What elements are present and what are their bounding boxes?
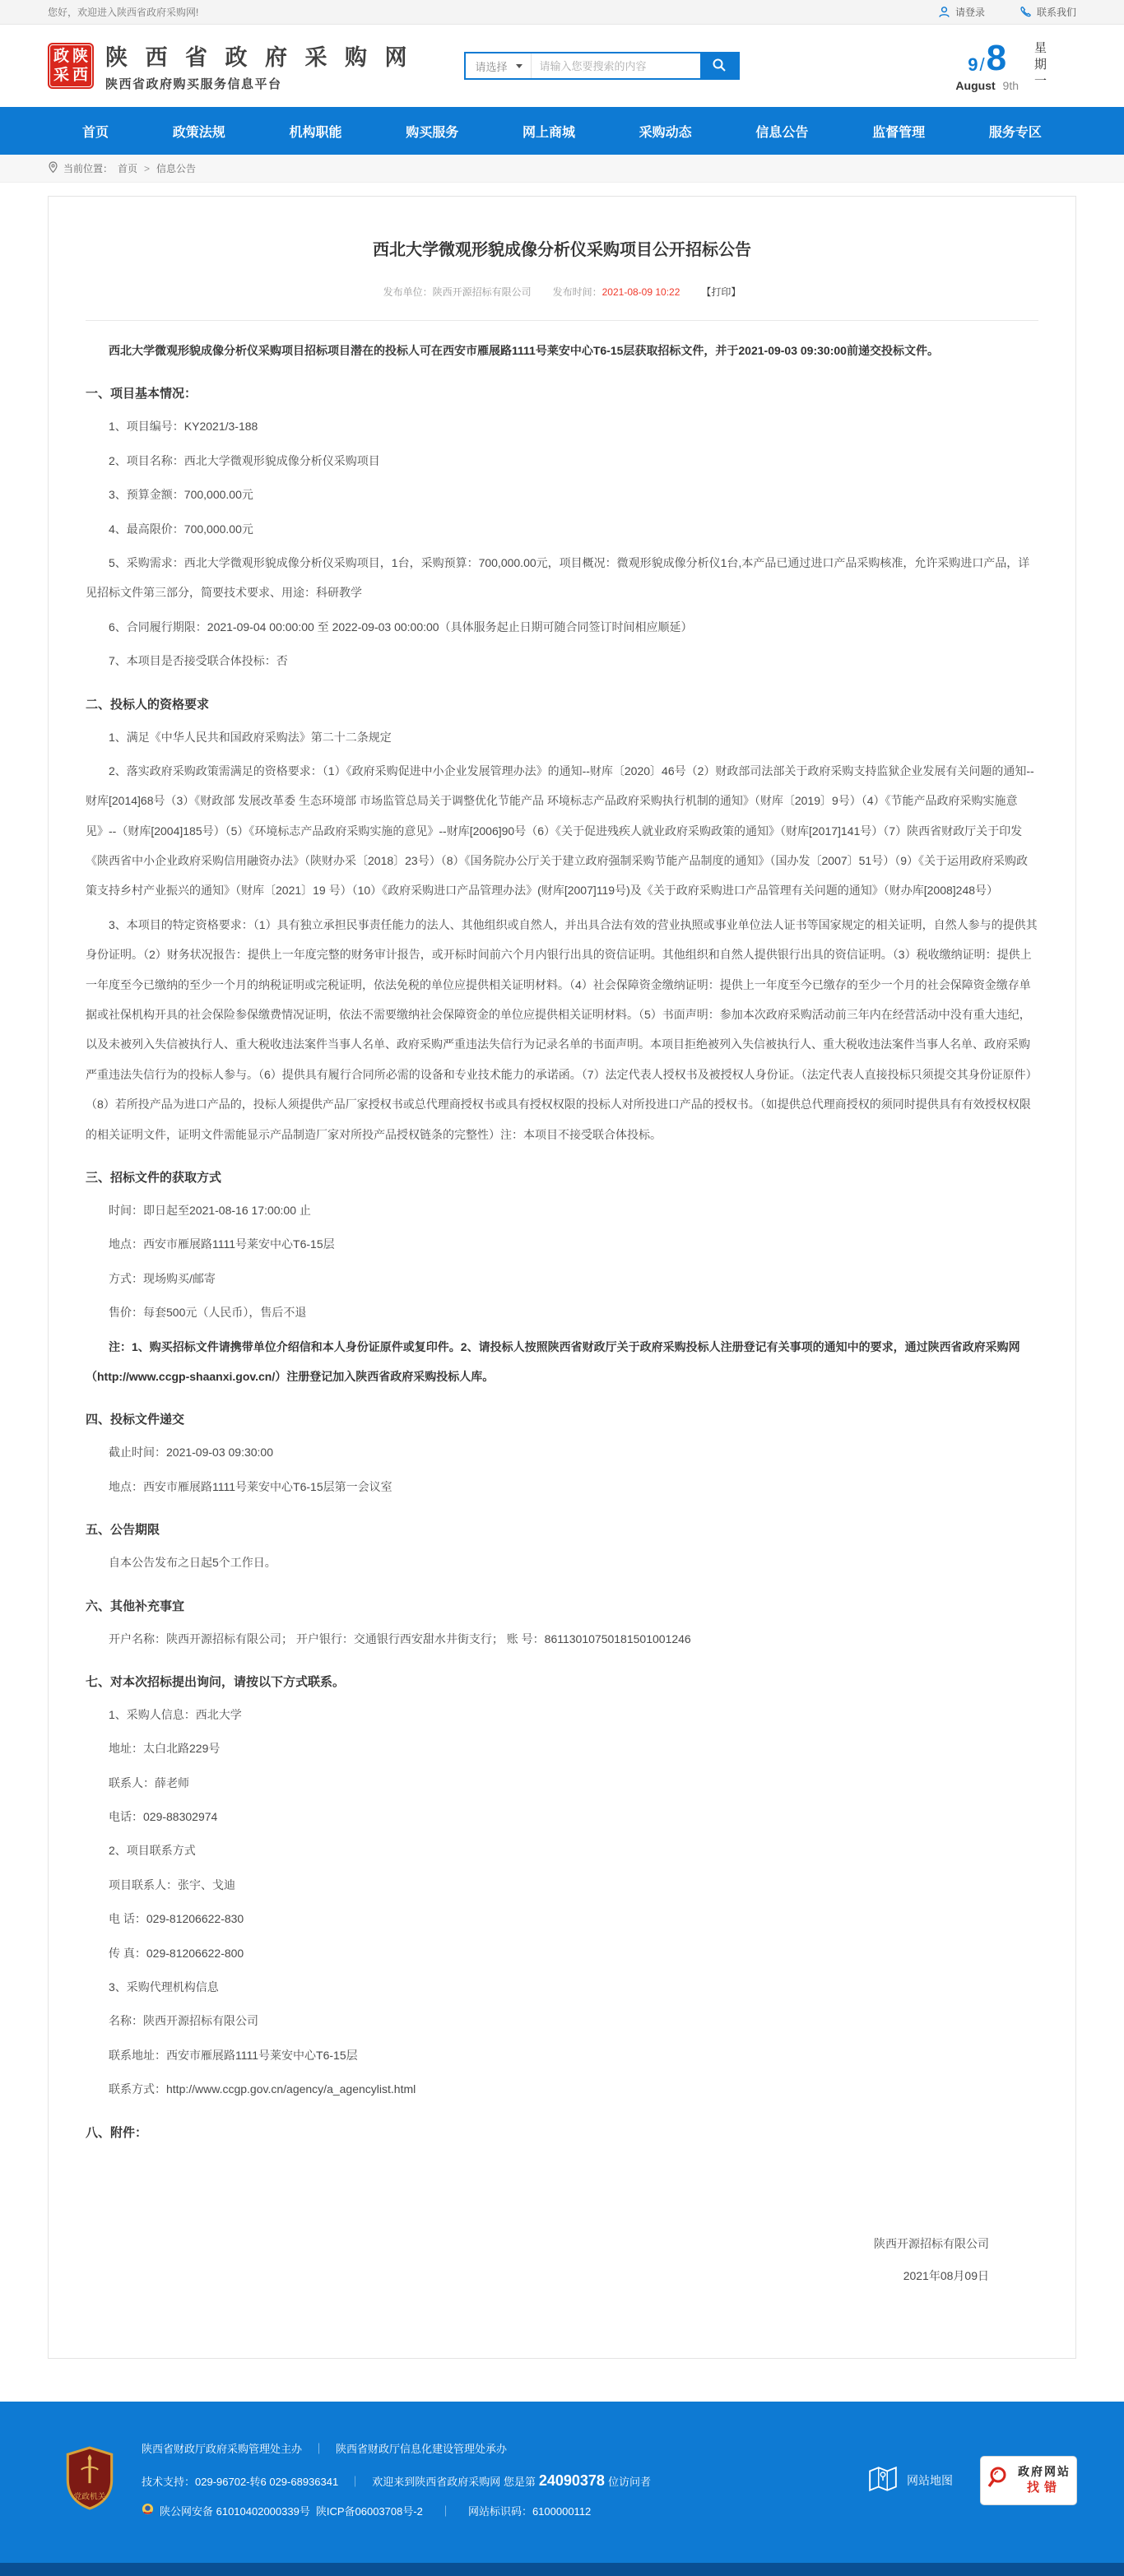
article-paragraph: 3、预算金额：700,000.00元 — [109, 488, 253, 502]
print-button[interactable]: 【打印】 — [701, 286, 741, 298]
police-badge-icon — [142, 2499, 154, 2525]
footer-line-3: 陕公网安备 61010402000339号 陕ICP备06003708号-2 ｜ 网站标识码：6100000112 — [142, 2499, 651, 2525]
date-day-en: 9th — [1002, 78, 1019, 92]
nav-item-home[interactable]: 首页 — [82, 125, 109, 140]
contact-link[interactable]: 联系我们 — [1019, 5, 1076, 19]
welcome-text: 您好，欢迎进入陕西省政府采购网! — [48, 7, 199, 18]
article-paragraph: 截止时间：2021-09-03 09:30:00 — [109, 1446, 273, 1460]
article-paragraph: 1、满足《中华人民共和国政府采购法》第二十二条规定 — [109, 730, 392, 744]
logo-mark: 政 陕 采 西 — [48, 43, 94, 89]
red-magnifier-icon — [987, 2464, 1011, 2496]
header — [0, 25, 1124, 107]
section-6-heading: 六、其他补充事宜 — [86, 1599, 185, 1613]
date-day: 9 — [968, 53, 978, 75]
article-paragraph: 2、项目名称：西北大学微观形貌成像分析仪采购项目 — [109, 453, 380, 467]
bottom-strip — [0, 2563, 1124, 2576]
date-month: 8 — [986, 37, 1007, 78]
article-paragraph: 地点：西安市雁展路1111号莱安中心T6-15层第一会议室 — [109, 1479, 392, 1493]
article-paragraph: 联系方式：http://www.ccgp.gov.cn/agency/a_agencylist.html — [109, 2082, 416, 2096]
signoff-date: 2021年08月09日 — [903, 2268, 989, 2282]
site-subtitle: 陕西省政府购买服务信息平台 — [105, 77, 282, 91]
article-note: 注：1、购买招标文件请携带单位介绍信和本人身份证原件或复印件。2、请投标人按照陕西省财政厅关于政府采购投标人注册登记有关事项的通知中的要求，通过陕西省政府采购网（http://www.ccgp-shaanxi.gov.cn/）注册登记加入陕西省政府采购投标人库。 — [86, 1339, 1020, 1383]
article-paragraph: 3、采购代理机构信息 — [109, 1980, 219, 1994]
user-icon — [938, 6, 950, 18]
meta-divider — [86, 320, 1038, 321]
article-paragraph: 1、项目编号：KY2021/3-188 — [109, 420, 258, 434]
section-5-heading: 五、公告期限 — [86, 1523, 160, 1538]
section-1-heading: 一、项目基本情况： — [86, 387, 197, 401]
article-paragraph: 地点：西安市雁展路1111号莱安中心T6-15层 — [109, 1237, 335, 1251]
search-bar — [464, 52, 740, 80]
article-paragraph: 传 真：029-81206622-800 — [109, 1946, 244, 1960]
article-paragraph: 名称：陕西开源招标有限公司 — [109, 2014, 258, 2028]
nav-item-policies[interactable]: 政策法规 — [172, 125, 225, 140]
visitor-count: 24090378 — [538, 2472, 605, 2489]
breadcrumb-label: 当前位置： — [63, 163, 114, 174]
nav-item-functions[interactable]: 机构职能 — [289, 125, 342, 140]
signoff-company: 陕西开源招标有限公司 — [874, 2236, 989, 2250]
nav-item-procurement-news[interactable]: 采购动态 — [639, 125, 692, 140]
section-7-heading: 七、对本次招标提出询问，请按以下方式联系。 — [86, 1674, 346, 1689]
icp-number[interactable]: 陕ICP备06003708号-2 — [315, 2504, 423, 2518]
article-paragraph: 3、本项目的特定资格要求：（1）具有独立承担民事责任能力的法人、其他组织或自然人，并出具合法有效的营业执照或事业单位法人证书等国家规定的相关证明，自然人参与的提供其身份证明。（2）财务状况报告：提供上一年度完整的财务审计报告，或开标时间前六个月内银行出具的资信证明。其他组织和自然人提供银行出具的资信证明。（3）税收缴纳证明：提供上一年度至今已缴纳的至少一个月的纳税证明或完税证明，依法免税的单位应提供相关证明材料。（4）社会保障资金缴纳证明：提供上一年度至今已缴存的至少一个月的社会保障资金缴存单据或社保机构开具的社会保险参保缴费情况证明，依法不需要缴纳社会保障资金的单位应提供相关证明材料。（5）书面声明：参加本次政府采购活动前三年内在经营活动中没有重大违纪，以及未被列入失信被执行人、重大税收违法案件当事人名单、政府采购严重违法失信行为记录名单的书面声明。本项目拒绝被列入失信被执行人、重大税收违法案件当事人名单、政府采购严重违法失信行为的投标人参与。（6）提供具有履行合同所必需的设备和专业技术能力的承诺函。（7）法定代表人授权书及被授权人身份证。（法定代表人直接投标只须提交其身份证原件）（8）若所投产品为进口产品的，投标人须提供产品厂家授权书或总代理商授权书或具有授权权限的投标人对所投进口产品的授权书。（如提供总代理商授权的须同时提供具有有效授权权限的相关证明文件，证明文件需能显示产品制造厂家对所投产品授权链条的完整性）注：本项目不接受联合体投标。 — [86, 917, 1038, 1141]
sitemap-icon — [867, 2463, 899, 2497]
article-paragraph: 项目联系人：张宇、戈迪 — [109, 1877, 235, 1891]
article-paragraph: 电话：029-88302974 — [109, 1810, 218, 1824]
section-8-heading: 八、附件： — [86, 2125, 148, 2140]
article-title: 西北大学微观形貌成像分析仪采购项目公开招标公告 — [373, 241, 751, 259]
article-intro: 西北大学微观形貌成像分析仪采购项目招标项目潜在的投标人可在西安市雁展路1111号莱安中心T6-15层获取招标文件，并于2021-09-03 09:30:00前递交投标文件。 — [109, 344, 939, 357]
article-paragraph: 7、本项目是否接受联合体投标：否 — [109, 654, 288, 668]
breadcrumb: 当前位置： 首页 > 信息公告 — [0, 155, 1124, 183]
nav-item-online-mall[interactable]: 网上商城 — [522, 125, 575, 140]
article-paragraph: 自本公告发布之日起5个工作日。 — [109, 1556, 276, 1570]
sitemap-link[interactable]: 网站地图 — [867, 2463, 953, 2497]
article-paragraph: 1、采购人信息：西北大学 — [109, 1707, 242, 1721]
topbar — [0, 0, 1124, 25]
phone-icon — [1019, 6, 1032, 18]
nav-item-supervision[interactable]: 监督管理 — [872, 125, 926, 140]
article-paragraph: 4、最高限价：700,000.00元 — [109, 522, 253, 536]
search-input[interactable] — [532, 53, 700, 78]
publisher: 发布单位：陕西开源招标有限公司 — [383, 286, 532, 298]
nav-item-announcements[interactable]: 信息公告 — [755, 125, 809, 140]
police-record-number[interactable]: 陕公网安备 61010402000339号 — [160, 2504, 310, 2518]
article-paragraph: 地址：太白北路229号 — [109, 1742, 221, 1756]
search-category-select[interactable]: 请选择 — [466, 53, 532, 78]
gov-site-error-report-badge[interactable]: 政府网站 找错 — [981, 2457, 1076, 2504]
svg-text:党政机关: 党政机关 — [73, 2493, 106, 2503]
breadcrumb-current: 信息公告 — [156, 163, 197, 174]
article-paragraph: 2、落实政府采购政策需满足的资格要求：（1）《政府采购促进中小企业发展管理办法》的通知--财库〔2020〕46号（2）财政部司法部关于政府采购支持监狱企业发展有关问题的通知--财库[2014]68号（3）《财政部 发展改革委 生态环境部 市场监管总局关于调整优化节能产品 环境标志产品政府采购执行机制的通知》（财库〔2019〕9号）（4）《节能产品政府采购实施意见》--（财库[2004]185号）（5）《环境标志产品政府采购实施的意见》--财库[2006]90号（6）《关于促进残疾人就业政府采购政策的通知》（财库[2017]141号）（7）陕西省财政厅关于印发《陕西省中小企业政府采购信用融资办法》（陕财办采〔2018〕23号）（8）《国务院办公厅关于建立政府强制采购节能产品制度的通知》（国办发〔2007〕51号）（9）《关于运用政府采购政策支持乡村产业振兴的通知》（财库〔2021〕19 号）（10）《政府采购进口产品管理办法》(财库[2007]119号)及《关于政府采购进口产品管理有关问题的通知》（财办库[2008]248号） — [86, 764, 1034, 898]
article-paragraph: 5、采购需求：西北大学微观形貌成像分析仪采购项目，1台，采购预算：700,000.00元，项目概况：微观形貌成像分析仪1台,本产品已通过进口产品采购核准，允许采购进口产品，详见招标文件第三部分，简要技术要求、用途：科研教学 — [86, 555, 1030, 600]
footer-line-1: 陕西省财政厅政府采购管理处主办 ｜ 陕西省财政厅信息化建设管理处承办 — [142, 2442, 508, 2455]
footer — [0, 2402, 1124, 2563]
site-id-number: 网站标识码：6100000112 — [467, 2504, 592, 2518]
signoff — [86, 2228, 1038, 2292]
article-paragraph: 方式：现场购买/邮寄 — [109, 1271, 216, 1285]
login-link[interactable]: 请登录 — [938, 5, 985, 19]
breadcrumb-home[interactable]: 首页 — [118, 163, 138, 174]
article-paragraph: 售价：每套500元（人民币），售后不退 — [109, 1306, 307, 1320]
article-paragraph: 2、项目联系方式 — [109, 1844, 196, 1858]
nav-item-purchase-services[interactable]: 购买服务 — [406, 125, 459, 140]
search-button[interactable] — [700, 53, 738, 78]
article-paragraph: 6、合同履行期限：2021-09-04 00:00:00 至 2022-09-03 00:00:00（具体服务起止日期可随合同签订时间相应顺延） — [109, 620, 693, 634]
article-paragraph: 联系人：薛老师 — [109, 1775, 189, 1789]
nav-item-service-zone[interactable]: 服务专区 — [988, 125, 1042, 140]
article-paragraph: 联系地址：西安市雁展路1111号莱安中心T6-15层 — [109, 2048, 358, 2062]
date-month-en: August — [955, 78, 996, 92]
footer-line-2: 技术支持：029-96702-转6 029-68936341 ｜ 欢迎来到陕西省政府采购网 您是第 24090378 位访问者 — [142, 2472, 651, 2489]
location-pin-icon — [48, 161, 58, 176]
government-emblem-icon — [64, 2446, 115, 2514]
section-2-heading: 二、投标人的资格要求 — [86, 697, 210, 712]
date-weekday: 星期一 — [1033, 41, 1047, 91]
article-paragraph: 开户名称：陕西开源招标有限公司； 开户银行：交通银行西安甜水井街支行； 账 号：86113010750181501001246 — [109, 1631, 691, 1645]
main-nav — [0, 107, 1124, 155]
announcement-article — [48, 196, 1076, 2359]
search-icon — [712, 58, 727, 75]
article-paragraph: 时间：即日起至2021-08-16 17:00:00 止 — [109, 1203, 311, 1217]
date-widget: 9 / 8 August 9th 星期一 — [955, 37, 1047, 92]
article-paragraph: 电 话：029-81206622-830 — [109, 1912, 244, 1926]
article-meta — [86, 285, 1038, 299]
site-logo[interactable] — [48, 39, 413, 92]
chevron-down-icon — [516, 64, 523, 68]
site-title: 陕 西 省 政 府 采 购 网 — [105, 45, 413, 70]
publish-time: 发布时间：2021-08-09 10:22 — [552, 286, 680, 298]
section-4-heading: 四、投标文件递交 — [86, 1413, 185, 1427]
section-3-heading: 三、招标文件的获取方式 — [86, 1170, 222, 1185]
